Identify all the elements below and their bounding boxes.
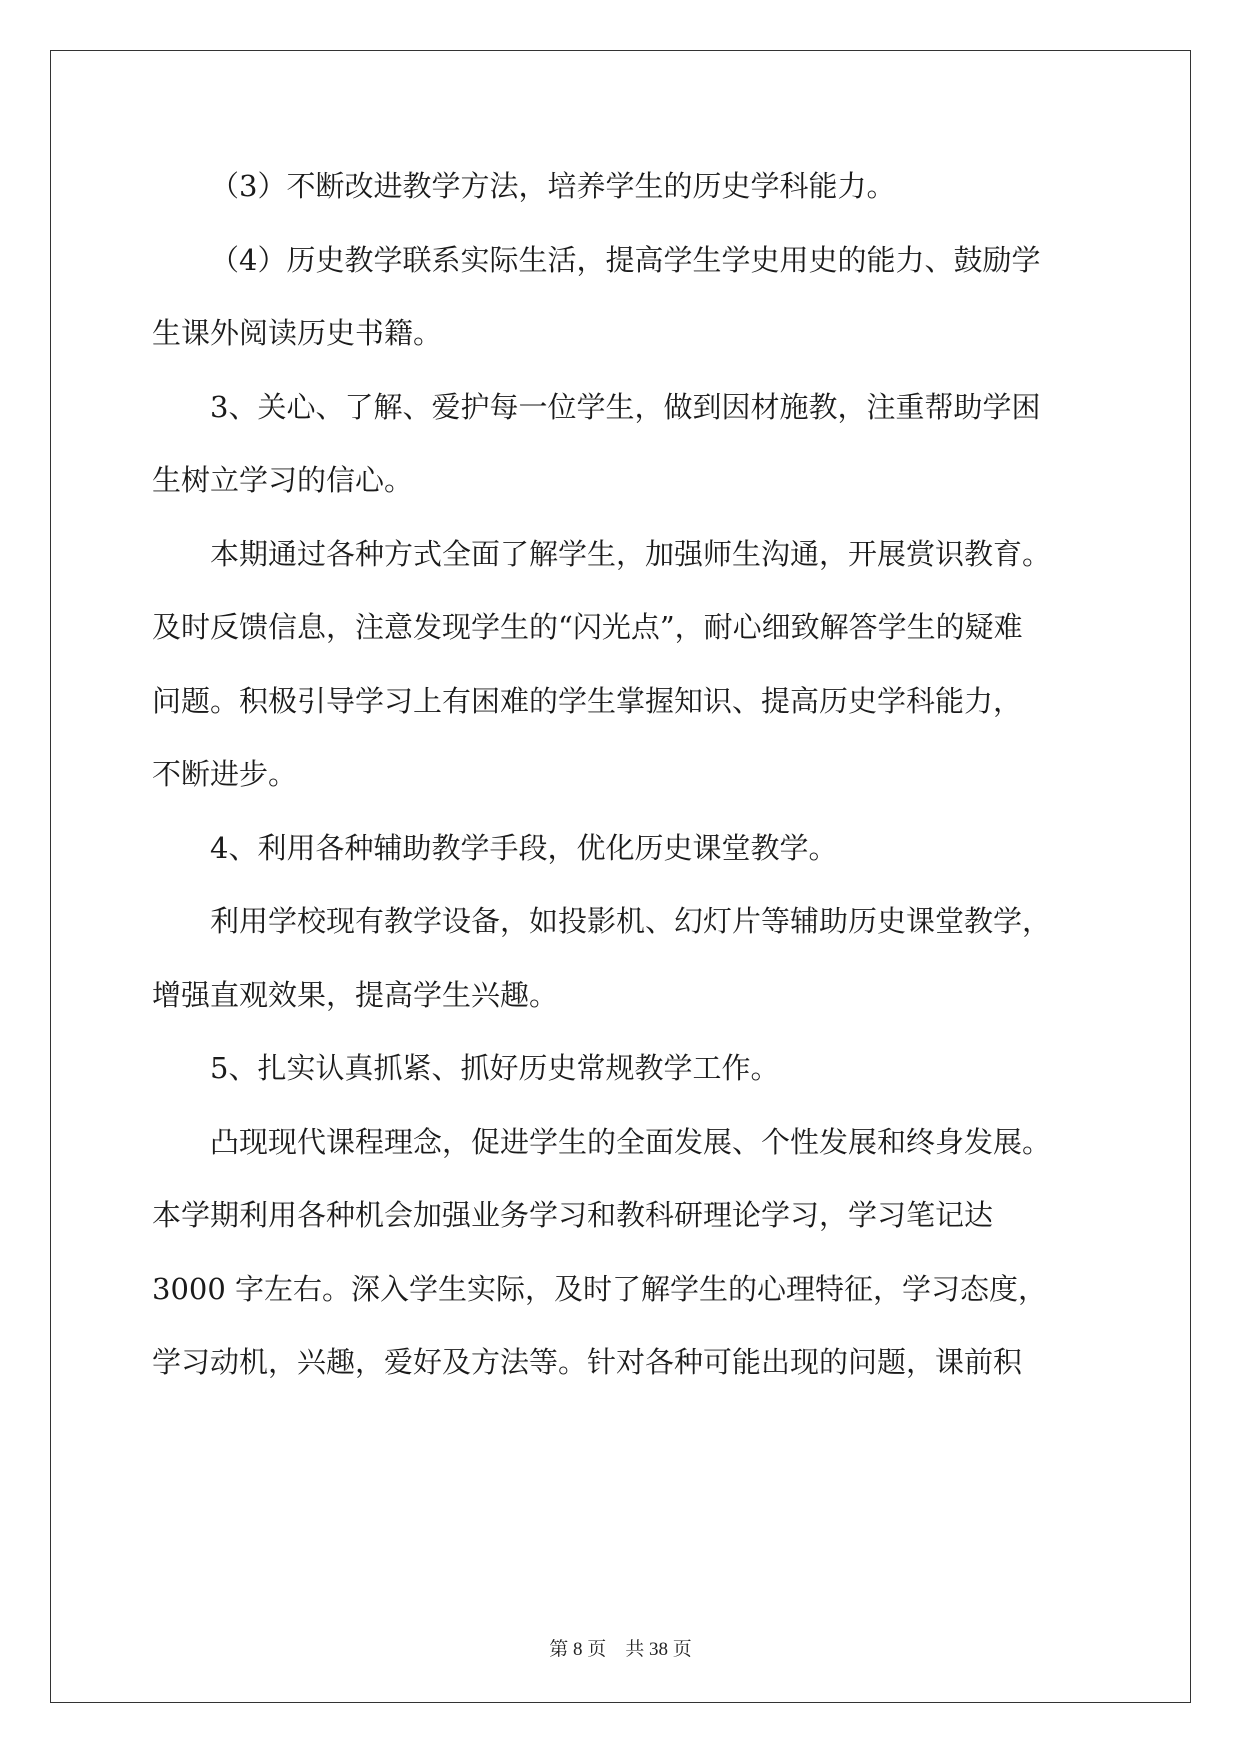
paragraph bbox=[152, 150, 1092, 224]
text-line: 学习动机，兴趣，爱好及方法等。针对各种可能出现的问题，课前积 bbox=[152, 1345, 1023, 1379]
text-line: 本学期利用各种机会加强业务学习和教科研理论学习，学习笔记达 bbox=[152, 1198, 994, 1232]
paragraph bbox=[152, 518, 1092, 812]
text-line: 4、利用各种辅助教学手段，优化历史课堂教学。 bbox=[210, 830, 838, 865]
text-line: 问题。积极引导学习上有困难的学生掌握知识、提高历史学科能力， bbox=[152, 683, 1023, 718]
text-line: 5、扎实认真抓紧、抓好历史常规教学工作。 bbox=[210, 1051, 780, 1085]
text-line: （3）不断改进教学方法，培养学生的历史学科能力。 bbox=[210, 169, 896, 203]
text-line: 3000 字左右。深入学生实际，及时了解学生的心理特征，学习态度， bbox=[152, 1271, 1048, 1306]
document-body bbox=[152, 150, 1092, 1400]
paragraph bbox=[152, 224, 1092, 371]
text-line: 3、关心、了解、爱护每一位学生，做到因材施教，注重帮助学困 bbox=[210, 389, 1041, 424]
paragraph bbox=[152, 885, 1092, 1032]
page-number-footer: 第 8 页 共 38 页 bbox=[549, 1639, 692, 1660]
text-line: （4）历史教学联系实际生活，提高学生学史用史的能力、鼓励学 bbox=[210, 242, 1041, 277]
text-line: 增强直观效果，提高学生兴趣。 bbox=[152, 977, 559, 1012]
text-line: 及时反馈信息，注意发现学生的“闪光点”，耐心细致解答学生的疑难 bbox=[152, 610, 1023, 644]
paragraph bbox=[152, 1032, 1092, 1106]
text-line: 本期通过各种方式全面了解学生，加强师生沟通，开展赏识教育。 bbox=[210, 536, 1052, 571]
text-line: 生树立学习的信心。 bbox=[152, 463, 414, 497]
text-line: 利用学校现有教学设备，如投影机、幻灯片等辅助历史课堂教学， bbox=[210, 904, 1052, 938]
text-line: 不断进步。 bbox=[152, 757, 298, 791]
text-line: 生课外阅读历史书籍。 bbox=[152, 316, 443, 350]
paragraph bbox=[152, 1106, 1092, 1400]
paragraph bbox=[152, 371, 1092, 518]
paragraph bbox=[152, 812, 1092, 886]
text-line: 凸现现代课程理念，促进学生的全面发展、个性发展和终身发展。 bbox=[210, 1124, 1052, 1159]
